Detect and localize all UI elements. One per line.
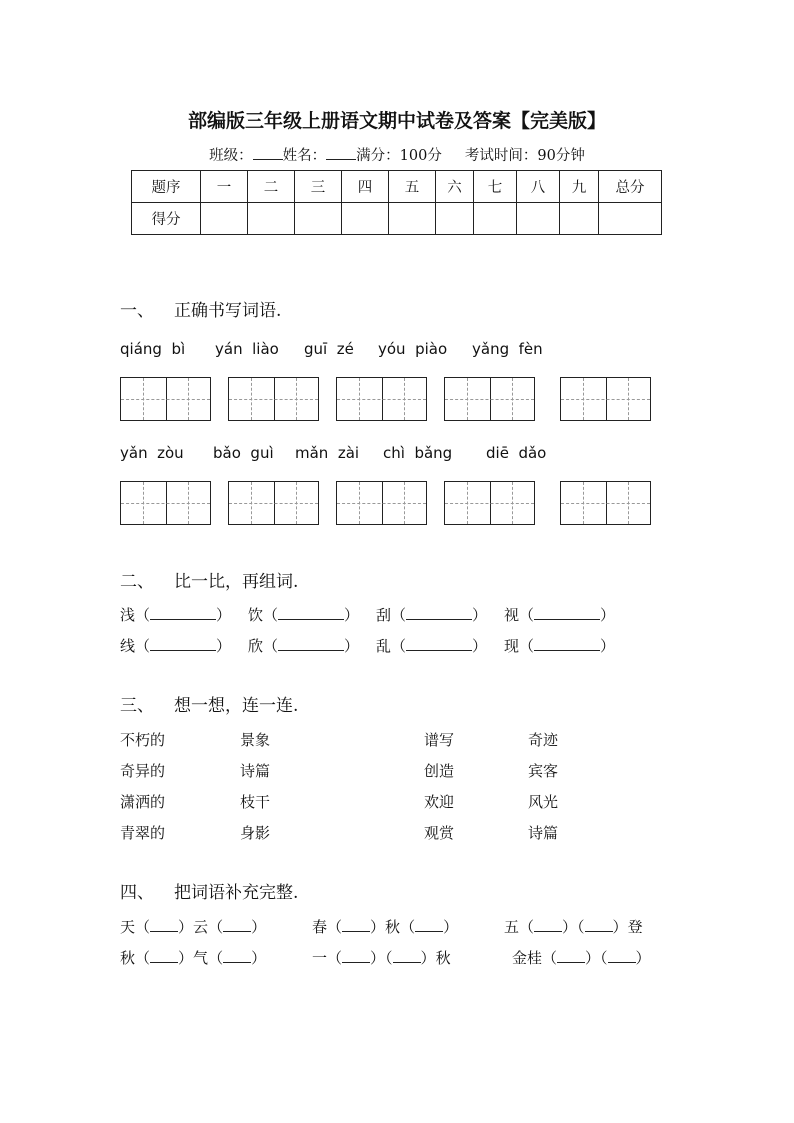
score-row	[132, 203, 662, 235]
section-number: 四、	[120, 883, 154, 903]
compare-char: 刮	[376, 606, 392, 624]
exam-info	[0, 144, 794, 165]
pinyin-word: yǎng fèn	[472, 340, 543, 358]
connect-word[interactable]: 谱写	[424, 731, 455, 749]
name-label: 姓名：	[282, 148, 327, 164]
connect-word[interactable]: 不朽的	[120, 731, 166, 749]
answer-blank[interactable]	[534, 604, 600, 620]
header-cell: 题序	[132, 171, 201, 203]
answer-blank[interactable]	[342, 916, 370, 932]
answer-blank[interactable]	[278, 635, 344, 651]
complete-row-1: 天（ ）云（ ） 春（ ）秋（ ） 五（ ）（ ）登	[120, 918, 643, 936]
connect-word[interactable]: 创造	[424, 762, 455, 780]
header-cell: 总分	[599, 171, 662, 203]
idiom-char: 登	[627, 918, 643, 936]
connect-word[interactable]: 诗篇	[240, 762, 271, 780]
writing-grid[interactable]	[336, 481, 427, 525]
writing-grid[interactable]	[120, 377, 211, 421]
score-cell[interactable]	[248, 203, 295, 235]
idiom-char: 春	[312, 918, 328, 936]
compare-row-1: 浅（ ） 饮（ ） 刮（ ） 视（ ）	[120, 606, 616, 624]
connect-word[interactable]: 风光	[528, 793, 559, 811]
header-cell: 四	[342, 171, 389, 203]
writing-grid[interactable]	[560, 377, 651, 421]
writing-grid[interactable]	[336, 377, 427, 421]
answer-blank[interactable]	[223, 916, 251, 932]
connect-words	[120, 729, 680, 849]
idiom-char: 云	[193, 918, 209, 936]
pinyin-word: guī zé	[304, 340, 354, 358]
complete-row-2: 秋（ ）气（ ） 一（ ）（ ）秋 金桂（ ）（ ）	[120, 949, 651, 967]
connect-word[interactable]: 身影	[240, 824, 271, 842]
connect-word[interactable]: 奇迹	[528, 731, 559, 749]
section-4-heading	[120, 878, 298, 903]
writing-grid[interactable]	[228, 481, 319, 525]
header-cell: 二	[248, 171, 295, 203]
answer-blank[interactable]	[278, 604, 344, 620]
idiom-char: 一	[312, 949, 328, 967]
idiom-char: 五	[504, 918, 520, 936]
connect-word[interactable]: 宾客	[528, 762, 559, 780]
header-cell: 八	[517, 171, 560, 203]
idiom-char: 气	[193, 949, 209, 967]
connect-word[interactable]: 景象	[240, 731, 271, 749]
connect-word[interactable]: 欢迎	[424, 793, 455, 811]
answer-blank[interactable]	[223, 947, 251, 963]
exam-time: 考试时间：90分钟	[464, 148, 585, 164]
score-row-label: 得分	[132, 203, 201, 235]
section-2-heading	[120, 567, 298, 592]
pinyin-word: qiáng bì	[120, 340, 186, 358]
answer-blank[interactable]	[393, 947, 421, 963]
score-cell[interactable]	[342, 203, 389, 235]
answer-blank[interactable]	[406, 604, 472, 620]
connect-word[interactable]: 观赏	[424, 824, 455, 842]
section-title: 想一想，连一连.	[174, 696, 299, 716]
section-number: 三、	[120, 696, 154, 716]
compare-char: 饮	[248, 606, 264, 624]
pinyin-word: chì bǎng	[383, 444, 453, 462]
section-title: 比一比，再组词.	[174, 572, 299, 592]
score-cell[interactable]	[599, 203, 662, 235]
score-cell[interactable]	[389, 203, 436, 235]
answer-blank[interactable]	[534, 635, 600, 651]
score-table	[131, 170, 662, 235]
compare-char: 现	[504, 637, 520, 655]
compare-char: 乱	[376, 637, 392, 655]
score-cell[interactable]	[474, 203, 517, 235]
idiom-char: 秋	[385, 918, 401, 936]
connect-word[interactable]: 奇异的	[120, 762, 166, 780]
answer-blank[interactable]	[557, 947, 585, 963]
score-cell[interactable]	[560, 203, 599, 235]
answer-blank[interactable]	[150, 635, 216, 651]
writing-grid[interactable]	[228, 377, 319, 421]
compare-char: 欣	[248, 637, 264, 655]
score-cell[interactable]	[517, 203, 560, 235]
compare-row-2: 线（ ） 欣（ ） 乱（ ） 现（ ）	[120, 637, 616, 655]
header-cell: 五	[389, 171, 436, 203]
compare-char: 视	[504, 606, 520, 624]
answer-blank[interactable]	[608, 947, 636, 963]
writing-grid[interactable]	[444, 377, 535, 421]
connect-word[interactable]: 枝干	[240, 793, 271, 811]
score-cell[interactable]	[295, 203, 342, 235]
connect-word[interactable]: 青翠的	[120, 824, 166, 842]
class-blank[interactable]	[253, 146, 283, 160]
page-title: 部编版三年级上册语文期中试卷及答案【完美版】	[187, 110, 606, 132]
answer-blank[interactable]	[585, 916, 613, 932]
name-blank[interactable]	[326, 146, 356, 160]
header-cell: 六	[436, 171, 474, 203]
section-title: 正确书写词语.	[174, 301, 282, 321]
pinyin-word: yǎn zòu	[120, 444, 184, 462]
answer-blank[interactable]	[415, 916, 443, 932]
idiom-char: 秋	[435, 949, 451, 967]
writing-grid[interactable]	[560, 481, 651, 525]
idiom-char: 天	[120, 918, 136, 936]
connect-word[interactable]: 诗篇	[528, 824, 559, 842]
section-number: 二、	[120, 572, 154, 592]
idiom-char: 金桂	[512, 949, 543, 967]
pinyin-word: yán liào	[215, 340, 279, 358]
score-cell[interactable]	[201, 203, 248, 235]
answer-blank[interactable]	[150, 947, 178, 963]
section-number: 一、	[120, 301, 154, 321]
answer-blank[interactable]	[534, 916, 562, 932]
writing-grid[interactable]	[120, 481, 211, 525]
class-label: 班级：	[209, 148, 253, 164]
idiom-char: 秋	[120, 949, 136, 967]
answer-blank[interactable]	[342, 947, 370, 963]
header-cell: 七	[474, 171, 517, 203]
pinyin-word: yóu piào	[378, 340, 448, 358]
header-cell: 三	[295, 171, 342, 203]
pinyin-word: diē dǎo	[486, 444, 547, 462]
header-cell: 九	[560, 171, 599, 203]
answer-blank[interactable]	[150, 604, 216, 620]
writing-grid[interactable]	[444, 481, 535, 525]
compare-char: 线	[120, 637, 136, 655]
pinyin-word: mǎn zài	[295, 444, 360, 462]
section-3-heading	[120, 691, 298, 716]
section-title: 把词语补充完整.	[174, 883, 299, 903]
header-cell: 一	[201, 171, 248, 203]
full-score: 满分：100分	[356, 148, 442, 164]
score-header-row	[132, 171, 662, 203]
pinyin-word: bǎo guì	[213, 444, 274, 462]
connect-word[interactable]: 潇洒的	[120, 793, 166, 811]
answer-blank[interactable]	[150, 916, 178, 932]
score-cell[interactable]	[436, 203, 474, 235]
answer-blank[interactable]	[406, 635, 472, 651]
compare-char: 浅	[120, 606, 136, 624]
section-1-heading	[120, 296, 281, 321]
